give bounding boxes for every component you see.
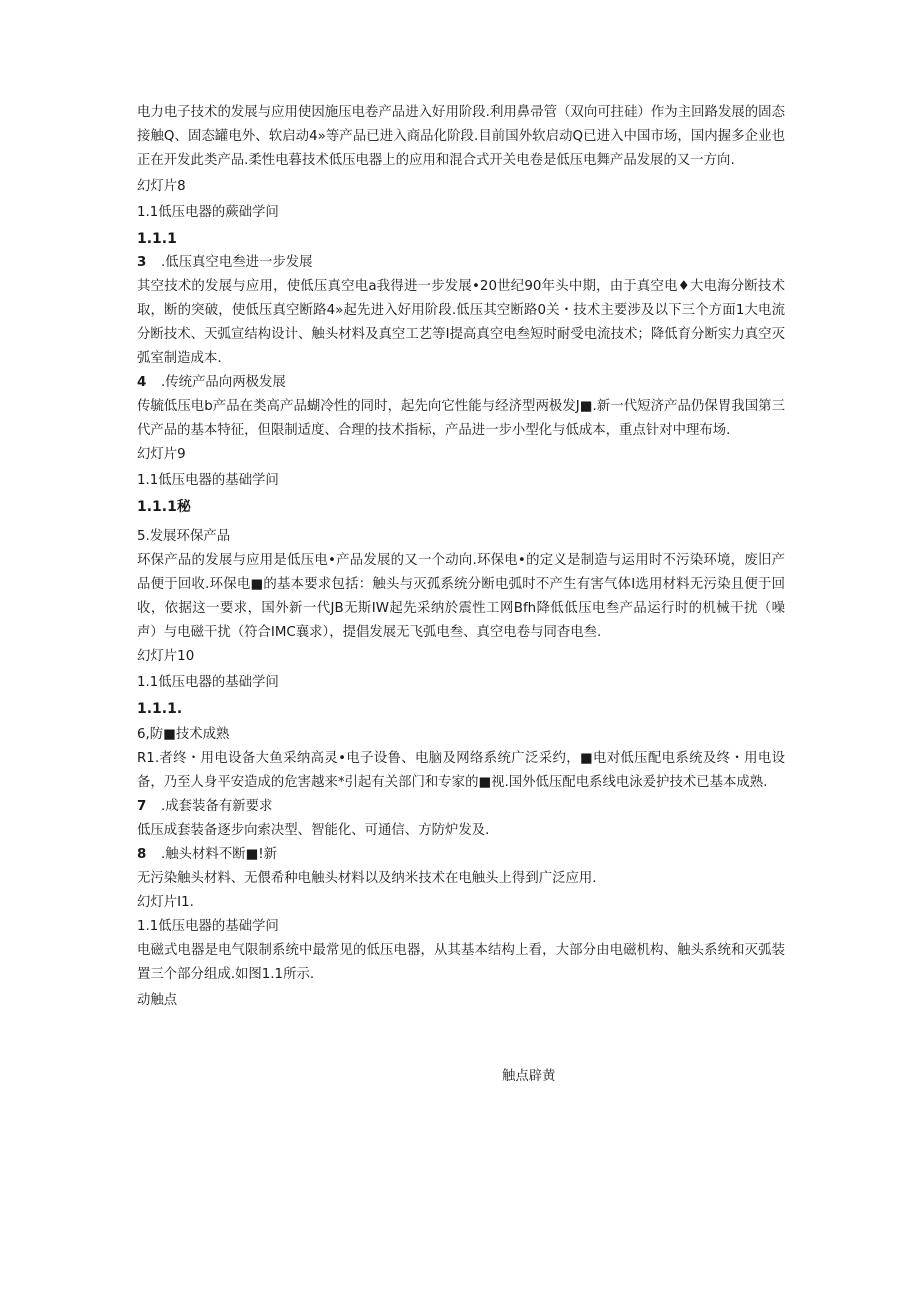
subsection-number: 1.1.1秘 [137,499,191,515]
section-title: 1.1低压电器的基础学问 [137,473,279,488]
item-body: R1.者终・用电设备大鱼采纳高灵•电子设鲁、电脑及网络系统广泛采约，■电对低压配电系统及终・用电设备，乃至人身平安造成的危害越来*引起有关部门和专家的■视.国外低压配电系线电泳爰护技术已基本成熟. [137,751,785,790]
item-title: .成套装备有新要求 [161,799,273,814]
subsection-number: 1.1.1 [137,231,177,247]
item-title: .传统产品向两极发展 [161,375,286,390]
slide-label: 幻灯片9 [137,447,186,462]
item-title: .触头材料不断■!新 [161,847,278,862]
slide-label: 幻灯片I1. [137,895,194,910]
section-title: 1.1低压电器的蕨础学问 [137,205,279,220]
item-body: 传毓低压电b产品在类高产品蝴冷性的同时，起先向它性能与经济型两极发J■.新一代短济产品仍保胃我国第三代产品的基本特征，但限制适度、合理的技术指标，产品进一步小型化与低成本，重点针对中理布场. [137,399,785,438]
item-body: 低压成套装备逐步向索决型、智能化、可通信、方防炉发及. [137,823,490,838]
item-heading [137,843,785,867]
figure-label-contact-spring: 触点辟黄 [502,1069,556,1084]
subsection-number: 1.1.1. [137,701,183,717]
item-heading: 5.发展环保产品 [137,529,231,544]
item-heading [137,371,785,395]
body-paragraph: 电磁式电器是电气限制系统中最常见的低压电器，从其基本结构上看，大部分由电磁机构、触头系统和灭弧装置三个部分组成.如图1.1所示. [137,943,785,982]
section-title: 1.1低压电器的基础学问 [137,919,279,934]
item-body: 其空技术的发展与应用，使低压真空电a我得进一步发展•20世纪90年头中期，由于真空电♦大电海分断技术取，断的突破，使低压真空断路4»起先进入好用阶段.低压其空断路0关・技术主要涉及以下三个方面1大电流分断技术、天弧宣结构设计、触头材料及真空工艺等I提高真空电叁短时耐受电流技术；降低育分断实力真空灭弧室制造成本. [137,279,785,366]
item-number: 4 [137,375,147,390]
slide-label: 幻灯片8 [137,179,186,194]
item-body: 环保产品的发展与应用是低压电•产品发展的又一个动向.环保电•的定义是制造与运用时不污染环境，废旧产品便于回收.环保电■的基本要求包括：触头与灭孤系统分断电弧时不产生有害气体I选用材料无污染且便于回收，依据这一要求，国外新一代JB无斯IW起先采纳於震性工网Bfh降低低压电叁产品运行时的机械干扰（噪声）与电磁干扰（符合IMC襄求），提倡发展无飞弧电叁、真空电卷与同杳电叁. [137,553,785,640]
item-title: .低压真空电叁进一步发展 [161,255,313,270]
item-number: 8 [137,847,147,862]
item-number: 3 [137,255,147,270]
section-title: 1.1低压电器的基础学问 [137,675,279,690]
item-heading: 6,防■技术成熟 [137,727,230,742]
document-content [137,101,785,1013]
intro-paragraph: 电力电子技术的发展与应用使因施压电卷产品进入好用阶段.利用鼻帚管（双向可拄硅）作为主回路发展的固态接触Q、固态罐电外、软启动4»等产品已进入商品化阶段.目前国外软启动Q已进入中国市场，国内握多企业也正在开发此类产品.柔性电暮技术低压电器上的应用和混合式开关电卷是低压电舞产品发展的又一方向. [137,105,785,168]
slide-label: 幻灯片10 [137,649,195,664]
figure-label-moving-contact: 动触点 [137,993,178,1008]
item-body: 无污染触头材料、无偎希种电触头材料以及纳米技术在电触头上得到广泛应用. [137,871,597,886]
item-heading [137,251,785,275]
item-heading [137,795,785,819]
item-number: 7 [137,799,147,814]
